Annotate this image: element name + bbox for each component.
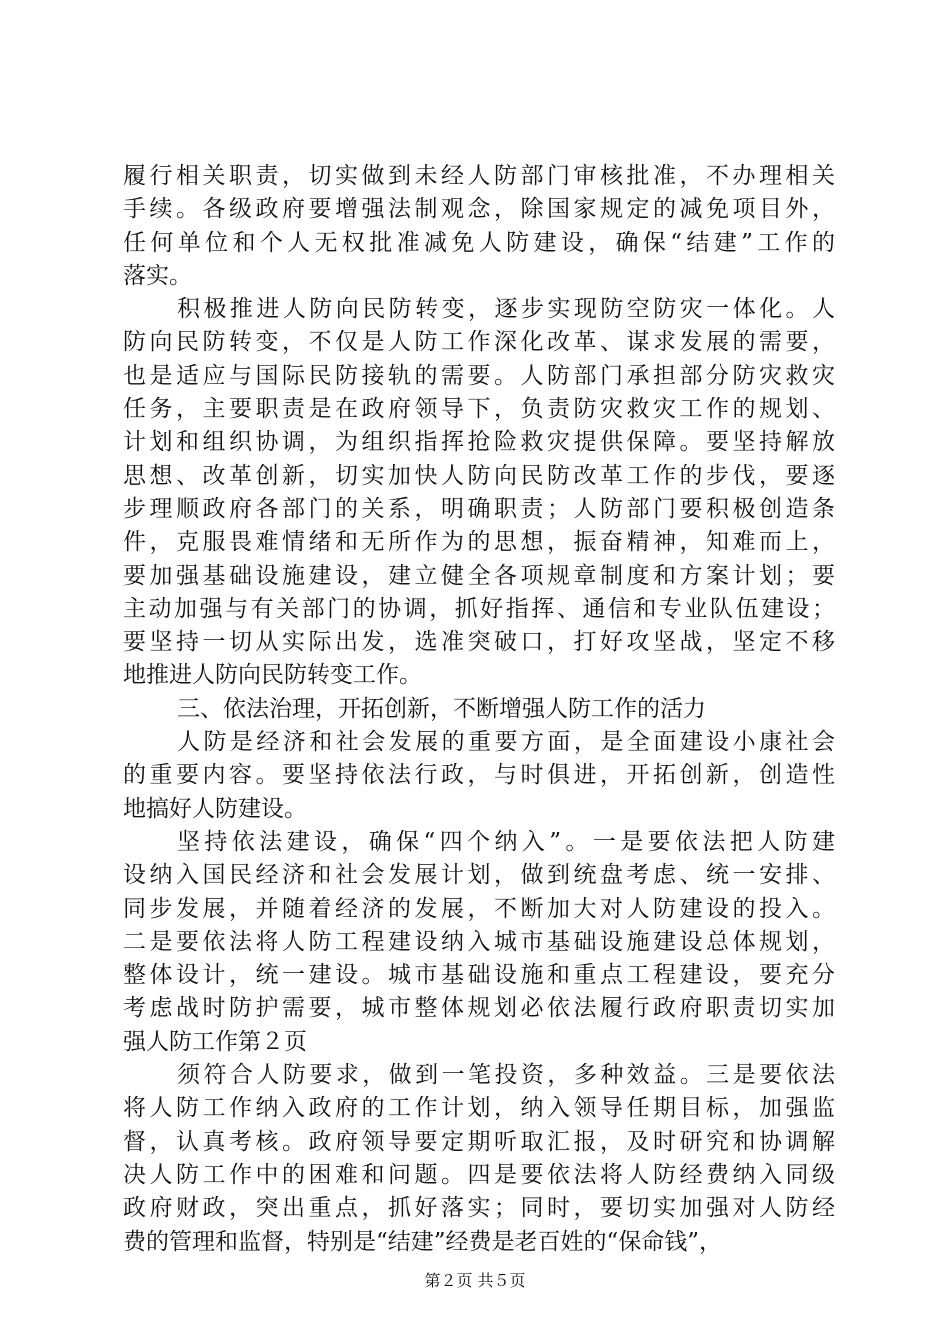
text-line: 的重要内容。要坚持依法行政，与时俱进，开拓创新，创造性	[123, 762, 835, 789]
page-footer: 第２页 共５页	[424, 1271, 526, 1290]
text-line: 计划和组织协调，为组织指挥抢险救灾提供保障。要坚持解放	[123, 429, 835, 456]
text-line: 积极推进人防向民防转变，逐步实现防空防灾一体化。人	[177, 296, 835, 323]
text-line: 主动加强与有关部门的协调，抓好指挥、通信和专业队伍建设；	[123, 595, 835, 622]
text-line: 政府财政，突出重点，抓好落实；同时，要切实加强对人防经	[123, 1195, 835, 1222]
text-line: 须符合人防要求，做到一笔投资，多种效益。三是要依法	[177, 1062, 835, 1089]
text-line: 件，克服畏难情绪和无所作为的思想，振奋精神，知难而上，	[123, 529, 835, 556]
paragraph	[123, 1059, 835, 1259]
text-line: 强人防工作第２页	[123, 1028, 307, 1055]
text-line: 整体设计，统一建设。城市基础设施和重点工程建设，要充分	[123, 962, 835, 989]
text-line: 督，认真考核。政府领导要定期听取汇报，及时研究和协调解	[123, 1128, 835, 1155]
text-line: 地搞好人防建设。	[123, 795, 307, 822]
text-line: 任何单位和个人无权批准减免人防建设，确保“结建”工作的	[123, 229, 835, 256]
text-line: 三、依法治理，开拓创新，不断增强人防工作的活力	[177, 695, 706, 722]
text-line: 将人防工作纳入政府的工作计划，纳入领导任期目标，加强监	[123, 1095, 835, 1122]
text-line: 要坚持一切从实际出发，选准突破口，打好攻坚战，坚定不移	[123, 629, 835, 656]
text-line: 履行相关职责，切实做到未经人防部门审核批准，不办理相关	[123, 163, 835, 189]
text-line: 二是要依法将人防工程建设纳入城市基础设施建设总体规划，	[123, 928, 835, 955]
text-line: 决人防工作中的困难和问题。四是要依法将人防经费纳入同级	[123, 1161, 835, 1188]
text-line: 思想、改革创新，切实加快人防向民防改革工作的步伐，要逐	[123, 462, 835, 489]
text-line: 落实。	[123, 262, 192, 289]
text-line: 任务，主要职责是在政府领导下，负责防灾救灾工作的规划、	[123, 396, 835, 423]
text-line: 也是适应与国际民防接轨的需要。人防部门承担部分防灾救灾	[123, 362, 835, 389]
paragraph	[123, 826, 835, 1059]
text-line: 考虑战时防护需要，城市整体规划必依法履行政府职责切实加	[123, 995, 835, 1022]
text-line: 坚持依法建设，确保“四个纳入”。一是要依法把人防建	[177, 828, 835, 855]
text-line: 同步发展，并随着经济的发展，不断加大对人防建设的投入。	[123, 895, 835, 922]
text-line: 费的管理和监督，特别是“结建”经费是老百姓的“保命钱”，	[123, 1228, 723, 1255]
text-line: 人防是经济和社会发展的重要方面，是全面建设小康社会	[177, 729, 835, 756]
paragraph	[123, 726, 835, 826]
paragraph	[123, 293, 835, 693]
section-heading	[123, 693, 835, 726]
text-line: 步理顺政府各部门的关系，明确职责；人防部门要积极创造条	[123, 495, 835, 522]
text-line: 地推进人防向民防转变工作。	[123, 662, 422, 689]
text-line: 手续。各级政府要增强法制观念，除国家规定的减免项目外，	[123, 196, 835, 223]
text-line: 设纳入国民经济和社会发展计划，做到统盘考虑、统一安排、	[123, 862, 835, 889]
paragraph	[123, 160, 835, 293]
text-line: 防向民防转变，不仅是人防工作深化改革、谋求发展的需要，	[123, 329, 835, 356]
text-line: 要加强基础设施建设，建立健全各项规章制度和方案计划；要	[123, 562, 835, 589]
document-body	[123, 160, 835, 1259]
